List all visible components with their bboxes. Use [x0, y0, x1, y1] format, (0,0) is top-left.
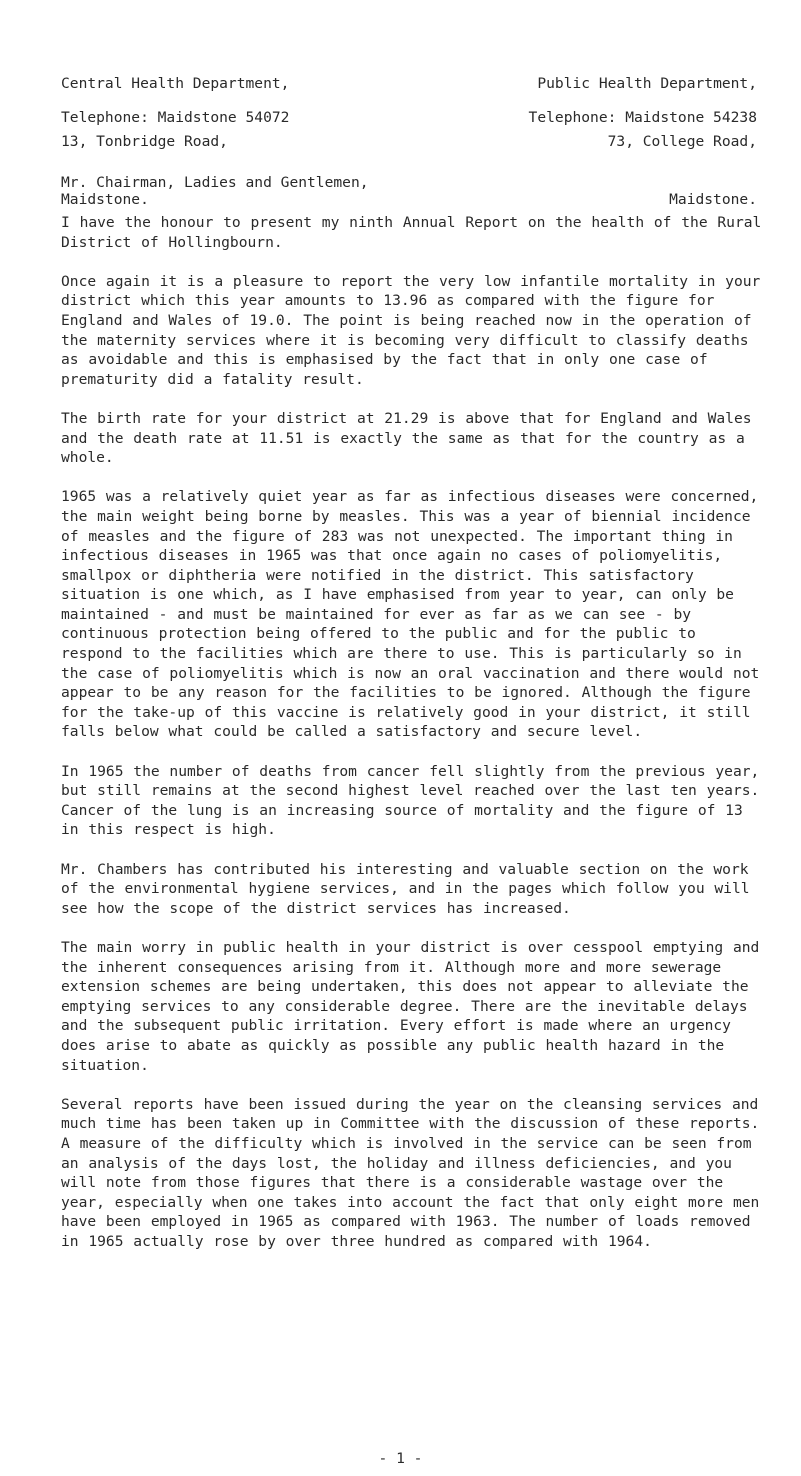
address-line: Central Health Department, [61, 75, 290, 93]
report-body [61, 213, 767, 1271]
public-health-telephone: Telephone: Maidstone 54238 [528, 109, 757, 126]
salutation: Mr. Chairman, Ladies and Gentlemen, [61, 174, 369, 191]
address-line: 13, Tonbridge Road, [61, 133, 228, 151]
paragraph-infant-mortality: Once again it is a pleasure to report the very low infantile mortality in your district which this year amounts to 13.96 as compared with the figure for England and Wales of 19.0. The point is being reached now in the operation of the maternity services where it is becoming very difficult to classify deaths as avoidable and this is emphasised by the fact that in only one case of prematurity did a fatality result. [61, 272, 761, 388]
paragraph-cesspool-emptying: The main worry in public health in your district is over cesspool emptying and the inherent consequences arising from it. Although more and more sewerage extension schemes are being undertaken, this does not appear to alleviate the emptying services to any considerable degree. There are the inevitable delays and the subsequent public irritation. Every effort is made where an urgency does arise to abate as quickly as possible any public health hazard in the situation. [61, 938, 760, 1074]
address-line: Maidstone. [669, 190, 757, 208]
central-health-telephone: Telephone: Maidstone 54072 [61, 109, 290, 126]
address-line: Maidstone. [61, 190, 149, 208]
paragraph-infectious-diseases: 1965 was a relatively quiet year as far as infectious diseases were concerned, the main weight being borne by measles. This was a year of biennial incidence of measles and the figure of 283 was not unexpected. The important thing in infectious diseases in 1965 was that once again no cases of poliomyelitis, smallpox or diphtheria were notified in the district. This satisfactory situation is one which, as I have emphasised from year to year, can only be maintained - and must be maintained for ever as far as we can see - by continuous protection being offered to the public and for the public to respond to the facilities which are there to use. This is particularly so in the case of poliomyelitis which is now an oral vaccination and there would not appear to be any reason for the facilities to be ignored. Although the figure for the take-up of this vaccine is relatively good in your district, it still falls below what could be called a satisfactory and secure level. [61, 488, 760, 741]
paragraph-intro: I have the honour to present my ninth Annual Report on the health of the Rural District of Hollingbourn. [61, 214, 762, 251]
address-line: 73, College Road, [607, 133, 757, 151]
paragraph-environmental-hygiene: Mr. Chambers has contributed his interesting and valuable section on the work of the environmental hygiene services, and in the pages which follow you will see how the scope of the district services has increased. [61, 860, 750, 917]
page-number: - 1 - [378, 1450, 423, 1467]
paragraph-cleansing-services: Several reports have been issued during the year on the cleansing services and much time has been taken up in Committee with the discussion of these reports. A measure of the difficulty which is involved in the service can be seen from an analysis of the days lost, the holiday and illness deficiencies, and you will note from those figures that there is a considerable wastage over the year, especially when one takes into account the fact that only eight more men have been employed in 1965 as compared with 1963. The number of loads removed in 1965 actually rose by over three hundred as compared with 1964. [61, 1095, 760, 1250]
paragraph-cancer: In 1965 the number of deaths from cancer fell slightly from the previous year, but still remains at the second highest level reached over the last ten years. Cancer of the lung is an increasing source of mortality and the figure of 13 in this respect is high. [61, 762, 760, 839]
paragraph-birth-death-rate: The birth rate for your district at 21.29 is above that for England and Wales and the death rate at 11.51 is exactly the same as that for the country as a whole. [61, 409, 752, 467]
address-line: Public Health Department, [537, 75, 757, 93]
